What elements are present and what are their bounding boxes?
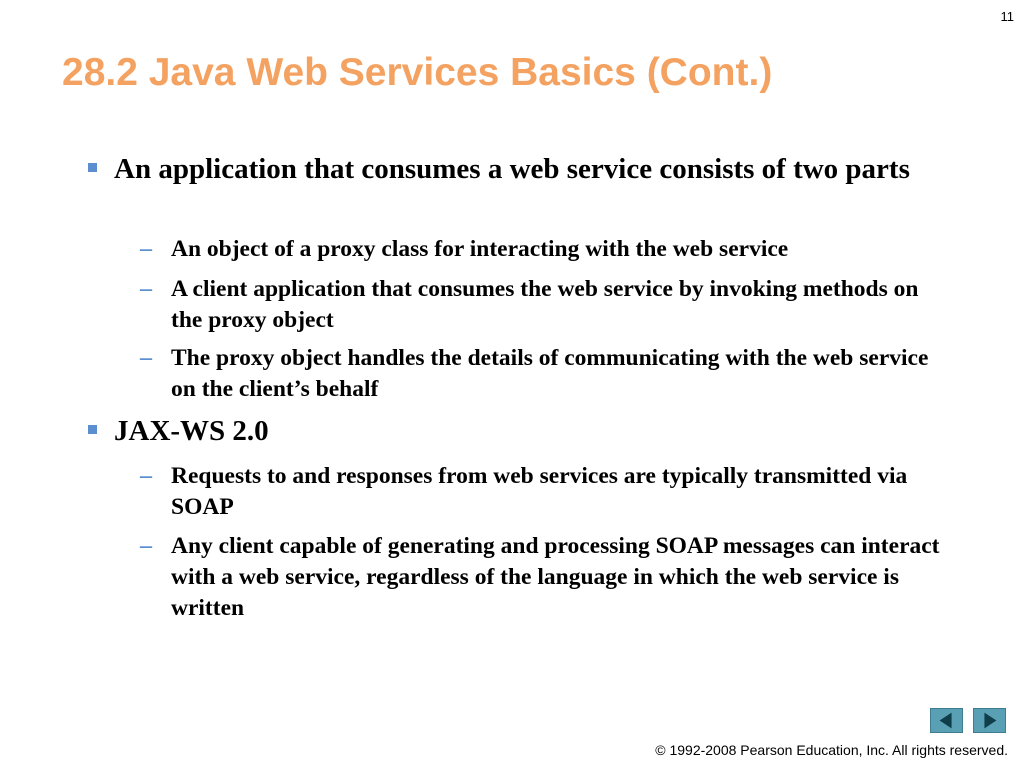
sub-bullet-text: The proxy object handles the details of communicating with the web service on the client’s behalf bbox=[171, 345, 929, 402]
sub-bullet-text: A client application that consumes the web service by invoking methods on the proxy object bbox=[171, 276, 919, 333]
previous-arrow-icon bbox=[931, 709, 962, 732]
dash-marker: – bbox=[140, 463, 152, 489]
sub-bullet-item bbox=[140, 343, 950, 405]
dash-marker: – bbox=[140, 345, 152, 371]
next-arrow-icon bbox=[974, 709, 1005, 732]
dash-marker: – bbox=[140, 236, 152, 262]
bullet-text: JAX-WS 2.0 bbox=[114, 415, 269, 447]
bullet-item bbox=[88, 151, 928, 188]
dash-marker: – bbox=[140, 533, 152, 559]
sub-bullet-item bbox=[140, 461, 950, 523]
sub-bullet-text: Any client capable of generating and processing SOAP messages can interact with a web service, regardless of the language in which the web service is written bbox=[171, 533, 940, 621]
bullet-item bbox=[88, 413, 928, 450]
sub-bullet-text: Requests to and responses from web services are typically transmitted via SOAP bbox=[171, 463, 908, 520]
sub-bullet-item bbox=[140, 274, 950, 336]
sub-bullet-item bbox=[140, 234, 950, 265]
slide-title: 28.2 Java Web Services Basics (Cont.) bbox=[62, 51, 773, 94]
sub-bullet-text: An object of a proxy class for interacting with the web service bbox=[171, 236, 789, 262]
dash-marker: – bbox=[140, 276, 152, 302]
square-bullet-icon bbox=[88, 163, 97, 172]
previous-slide-button[interactable] bbox=[930, 708, 963, 733]
sub-bullet-item bbox=[140, 531, 950, 624]
square-bullet-icon bbox=[88, 425, 97, 434]
bullet-text: An application that consumes a web service consists of two parts bbox=[114, 153, 910, 185]
page-number: 11 bbox=[1000, 9, 1014, 24]
copyright-footer: © 1992-2008 Pearson Education, Inc. All rights reserved. bbox=[655, 742, 1008, 758]
next-slide-button[interactable] bbox=[973, 708, 1006, 733]
